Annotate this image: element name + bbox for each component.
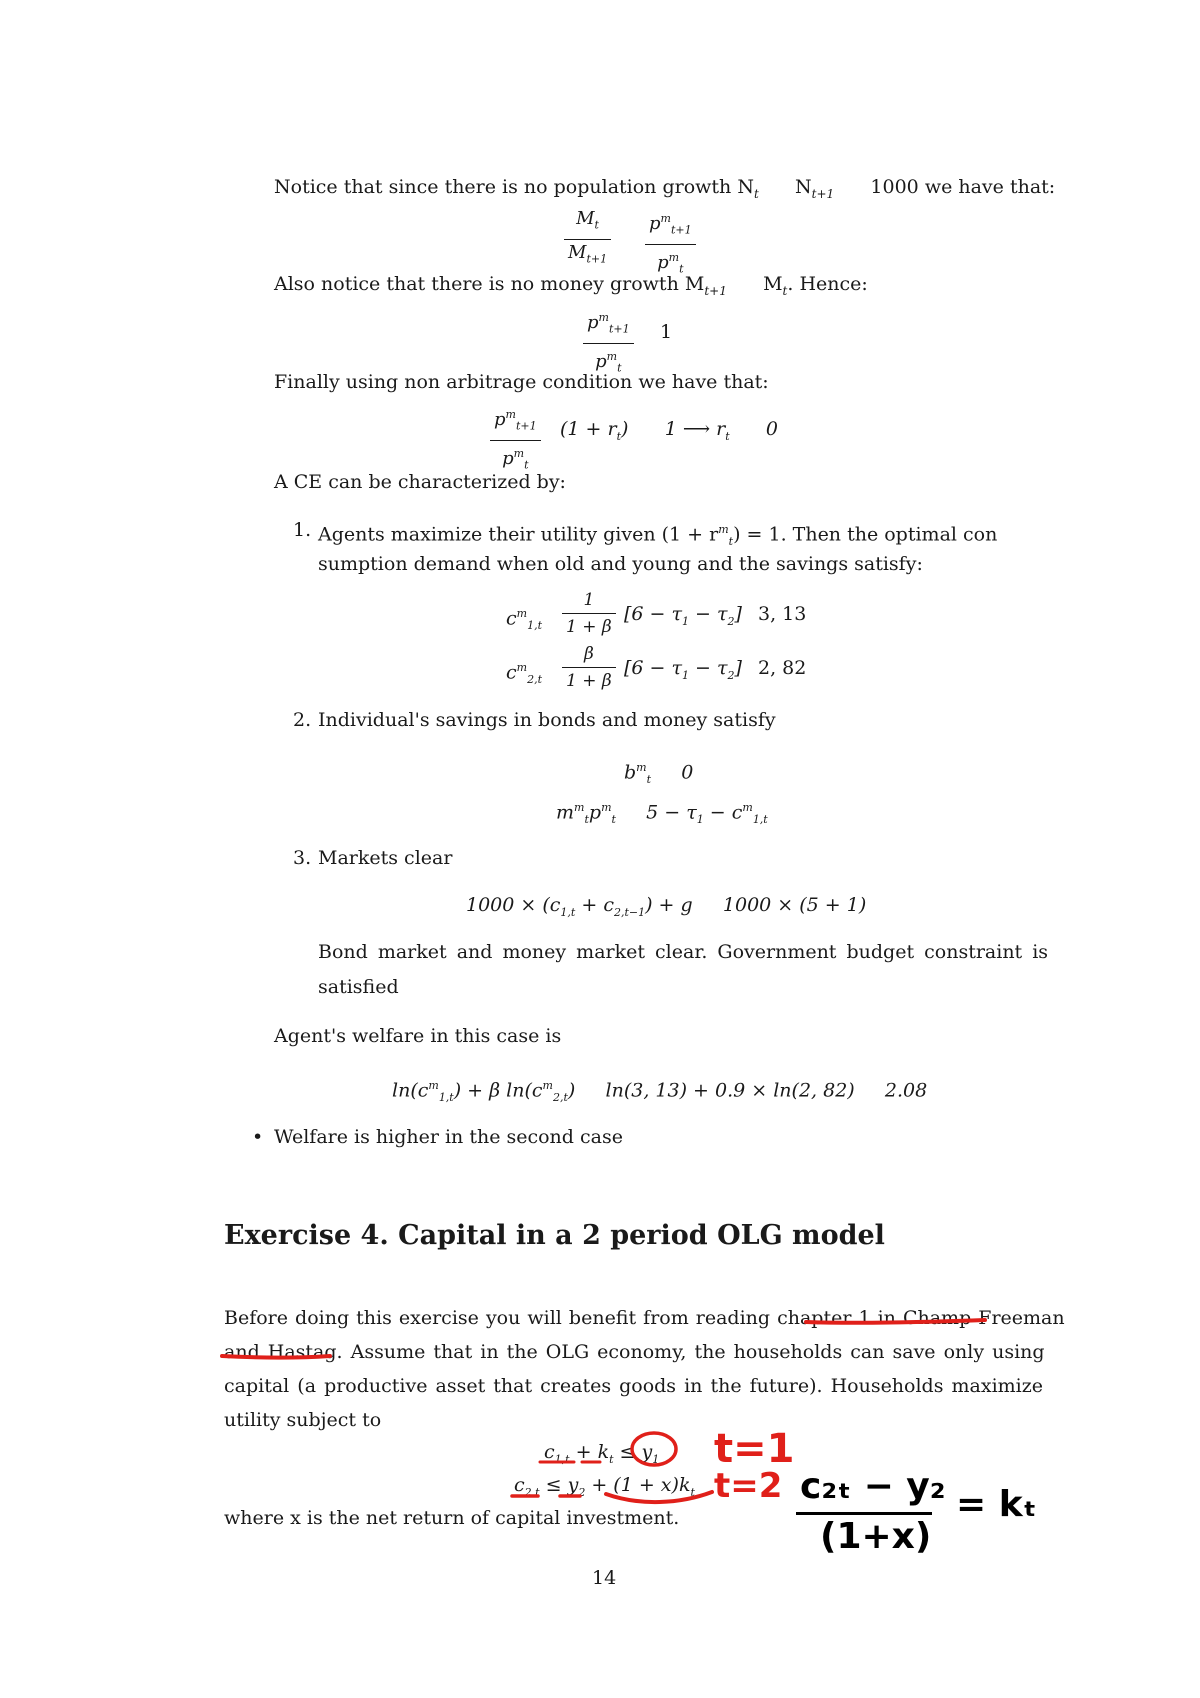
equation-price-ratio <box>645 206 696 282</box>
text-run: c <box>506 607 517 630</box>
text-run: 2.08 <box>884 1079 928 1102</box>
text-run: ln(3, 13) + 0.9 × ln(2, 82) <box>605 1079 855 1102</box>
text-run: p <box>657 251 669 273</box>
eq-market-clear: $1000 \times (c_{1,t} + c_{2,t-1}) + g$ 1000 × (5 + 1) <box>466 894 867 919</box>
text-run: Also notice that there is no money growth M <box>274 273 705 295</box>
page-number: 14 <box>592 1567 617 1589</box>
text-run: p <box>502 447 514 469</box>
bullet-welfare: Welfare is higher in the second case <box>274 1126 623 1148</box>
text-run: ) + g <box>645 894 693 916</box>
text-run: ] <box>734 657 742 679</box>
text-run: − τ <box>689 603 728 625</box>
denominator: $p^m_t$ <box>502 446 529 472</box>
text-run: c <box>514 1474 525 1496</box>
text-run: ≤ y <box>539 1474 579 1496</box>
text-run: ) <box>621 418 629 440</box>
text-run: 1000 × (c <box>466 894 561 916</box>
text-run: + (1 + x)k <box>585 1474 691 1496</box>
denominator: $p^m_t$ <box>595 349 622 375</box>
handwritten-fraction-bar <box>796 1512 932 1515</box>
text-run: [6 − τ <box>624 603 683 625</box>
handwritten-t2: t=2 <box>714 1466 783 1506</box>
text-run: ) + β ln(c <box>453 1079 543 1102</box>
paragraph-money-growth: Also notice that there is no money growth $M_{t+1}$ $M_t$. Hence: <box>274 273 868 298</box>
text-run: ≤ y <box>613 1441 653 1463</box>
text-run: . Hence: <box>787 273 868 295</box>
denominator: $M_{t+1}$ <box>568 241 608 266</box>
list-item-3-line1: Bond market and money market clear. Government budget constraint is <box>318 941 1049 963</box>
text-run: b <box>624 761 637 784</box>
paragraph-intro-line3: capital (a productive asset that creates goods in the future). Households maximize <box>224 1375 1043 1397</box>
text-run: c <box>544 1441 555 1463</box>
eq-c2-value: 2, 82 <box>758 657 807 679</box>
eq-c1-lhs: $c^m_{1,t}$ <box>506 607 543 633</box>
text-run: m <box>556 801 575 824</box>
list-number: 2. <box>293 709 312 731</box>
eq-c1-fraction <box>562 587 616 640</box>
equation-arbitrage-fraction <box>490 402 541 478</box>
text-run: 1000 × (5 + 1) <box>722 894 867 916</box>
equation-arbitrage-rhs: $(1 + r_t)$ 1 ⟶ $r_t$ 0 <box>560 418 778 443</box>
text-run: p <box>587 312 599 333</box>
text-run: p <box>588 801 602 824</box>
paragraph-ce: A CE can be characterized by: <box>274 471 566 493</box>
text-run: + c <box>575 894 614 916</box>
text-run: M <box>568 241 587 263</box>
denominator: $p^m_t$ <box>657 250 684 276</box>
text-run: Notice that since there is no population growth N <box>274 176 754 198</box>
numerator: $p^m_{t+1}$ <box>583 305 634 344</box>
paragraph-intro-line2: and Hastag. Assume that in the OLG economy, the households can save only using <box>224 1341 1045 1363</box>
eq-c1-bracket: $[6 - \tau_1 - \tau_2]$ <box>624 603 742 628</box>
equation-rhs: 1 <box>660 321 673 343</box>
paragraph-population: Notice that since there is no population growth $N_t$ $N_{t+1}$ 1000 we have that: <box>274 176 1056 201</box>
text-run: (1 + r <box>560 418 617 440</box>
eq-welfare: $\ln(c^m_{1,t}) + \beta$ $\ln(c^m_{2,t})$ ln(3, 13) + 0.9 × ln(2, 82) 2.08 <box>392 1079 928 1105</box>
paragraph-arbitrage: Finally using non arbitrage condition we have that: <box>274 371 769 393</box>
list-item-3: Markets clear <box>318 847 453 869</box>
list-item-3-line2: satisfied <box>318 976 399 998</box>
text-run: [6 − τ <box>624 657 683 679</box>
handwritten-numerator: c₂ₜ − y₂ <box>800 1466 946 1507</box>
text-run: p <box>649 213 661 234</box>
text-run: p <box>595 350 607 372</box>
text-run: M <box>763 273 783 295</box>
paragraph-return: where x is the net return of capital investment. <box>224 1507 680 1529</box>
eq-money: $m^m_tp^m_t$ $5 - \tau_1 - c^m_{1,t}$ <box>556 801 768 827</box>
denominator: 1 + β <box>566 671 612 691</box>
numerator: $M_t$ <box>564 206 611 240</box>
text-run: M <box>576 208 595 229</box>
paragraph-intro-line1: Before doing this exercise you will benefit from reading chapter 1 in Champ Freeman <box>224 1307 1065 1329</box>
eq-c2-fraction <box>562 641 616 694</box>
text-run: − τ <box>689 657 728 679</box>
text-run: + k <box>569 1441 610 1463</box>
text-run: ln(c <box>392 1079 429 1102</box>
list-item-2: Individual's savings in bonds and money satisfy <box>318 709 776 731</box>
text-run: ] <box>734 603 742 625</box>
numerator: β <box>562 641 616 668</box>
text-run: ) <box>567 1079 576 1102</box>
text-run: p <box>494 409 506 430</box>
numerator: $p^m_{t+1}$ <box>645 206 696 245</box>
text-run: c <box>506 661 517 684</box>
text-run: 5 − τ <box>646 801 697 824</box>
text-run: − c <box>703 801 743 824</box>
handwritten-rhs: = kₜ <box>956 1484 1037 1525</box>
eq-c2-lhs: $c^m_{2,t}$ <box>506 661 543 687</box>
paragraph-intro-line4: utility subject to <box>224 1409 382 1431</box>
numerator: $p^m_{t+1}$ <box>490 402 541 441</box>
text-run: ) = 1. Then the optimal con <box>733 523 998 546</box>
text-run: 0 <box>681 761 694 784</box>
text-run: Agents maximize their utility given (1 + r <box>318 523 719 546</box>
text-run: 1 ⟶ r <box>664 418 726 440</box>
list-number: 3. <box>293 847 312 869</box>
handwritten-t1: t=1 <box>714 1426 795 1472</box>
list-number: 1. <box>293 519 312 541</box>
section-heading: Exercise 4. Capital in a 2 period OLG model <box>224 1220 885 1251</box>
equation-money-ratio <box>564 206 611 272</box>
bullet-icon: • <box>252 1126 264 1148</box>
eq-bonds: $b^m_t$ 0 <box>624 761 694 787</box>
eq-c1-value: 3, 13 <box>758 603 807 625</box>
eq-c2-bracket: $[6 - \tau_1 - \tau_2]$ <box>624 657 742 682</box>
denominator: 1 + β <box>566 617 612 637</box>
eq-budget-young: $c_{1,t} + k_t \le y_1$ <box>544 1441 660 1466</box>
handwritten-denominator: (1+x) <box>820 1516 932 1557</box>
text-run: N <box>795 176 812 198</box>
list-item-1-line2: sumption demand when old and young and the savings satisfy: <box>318 553 923 575</box>
numerator: 1 <box>562 587 616 614</box>
list-item-1-line1: Agents maximize their utility given $(1 + r^m_t) = 1$. Then the optimal con <box>318 523 998 549</box>
text-run: 1000 we have that: <box>870 176 1056 198</box>
eq-budget-old: $c_{2,t} \le y_2 + (1 + x)k_t$ <box>514 1474 695 1499</box>
paragraph-welfare: Agent's welfare in this case is <box>274 1025 562 1047</box>
text-run: 0 <box>765 418 778 440</box>
